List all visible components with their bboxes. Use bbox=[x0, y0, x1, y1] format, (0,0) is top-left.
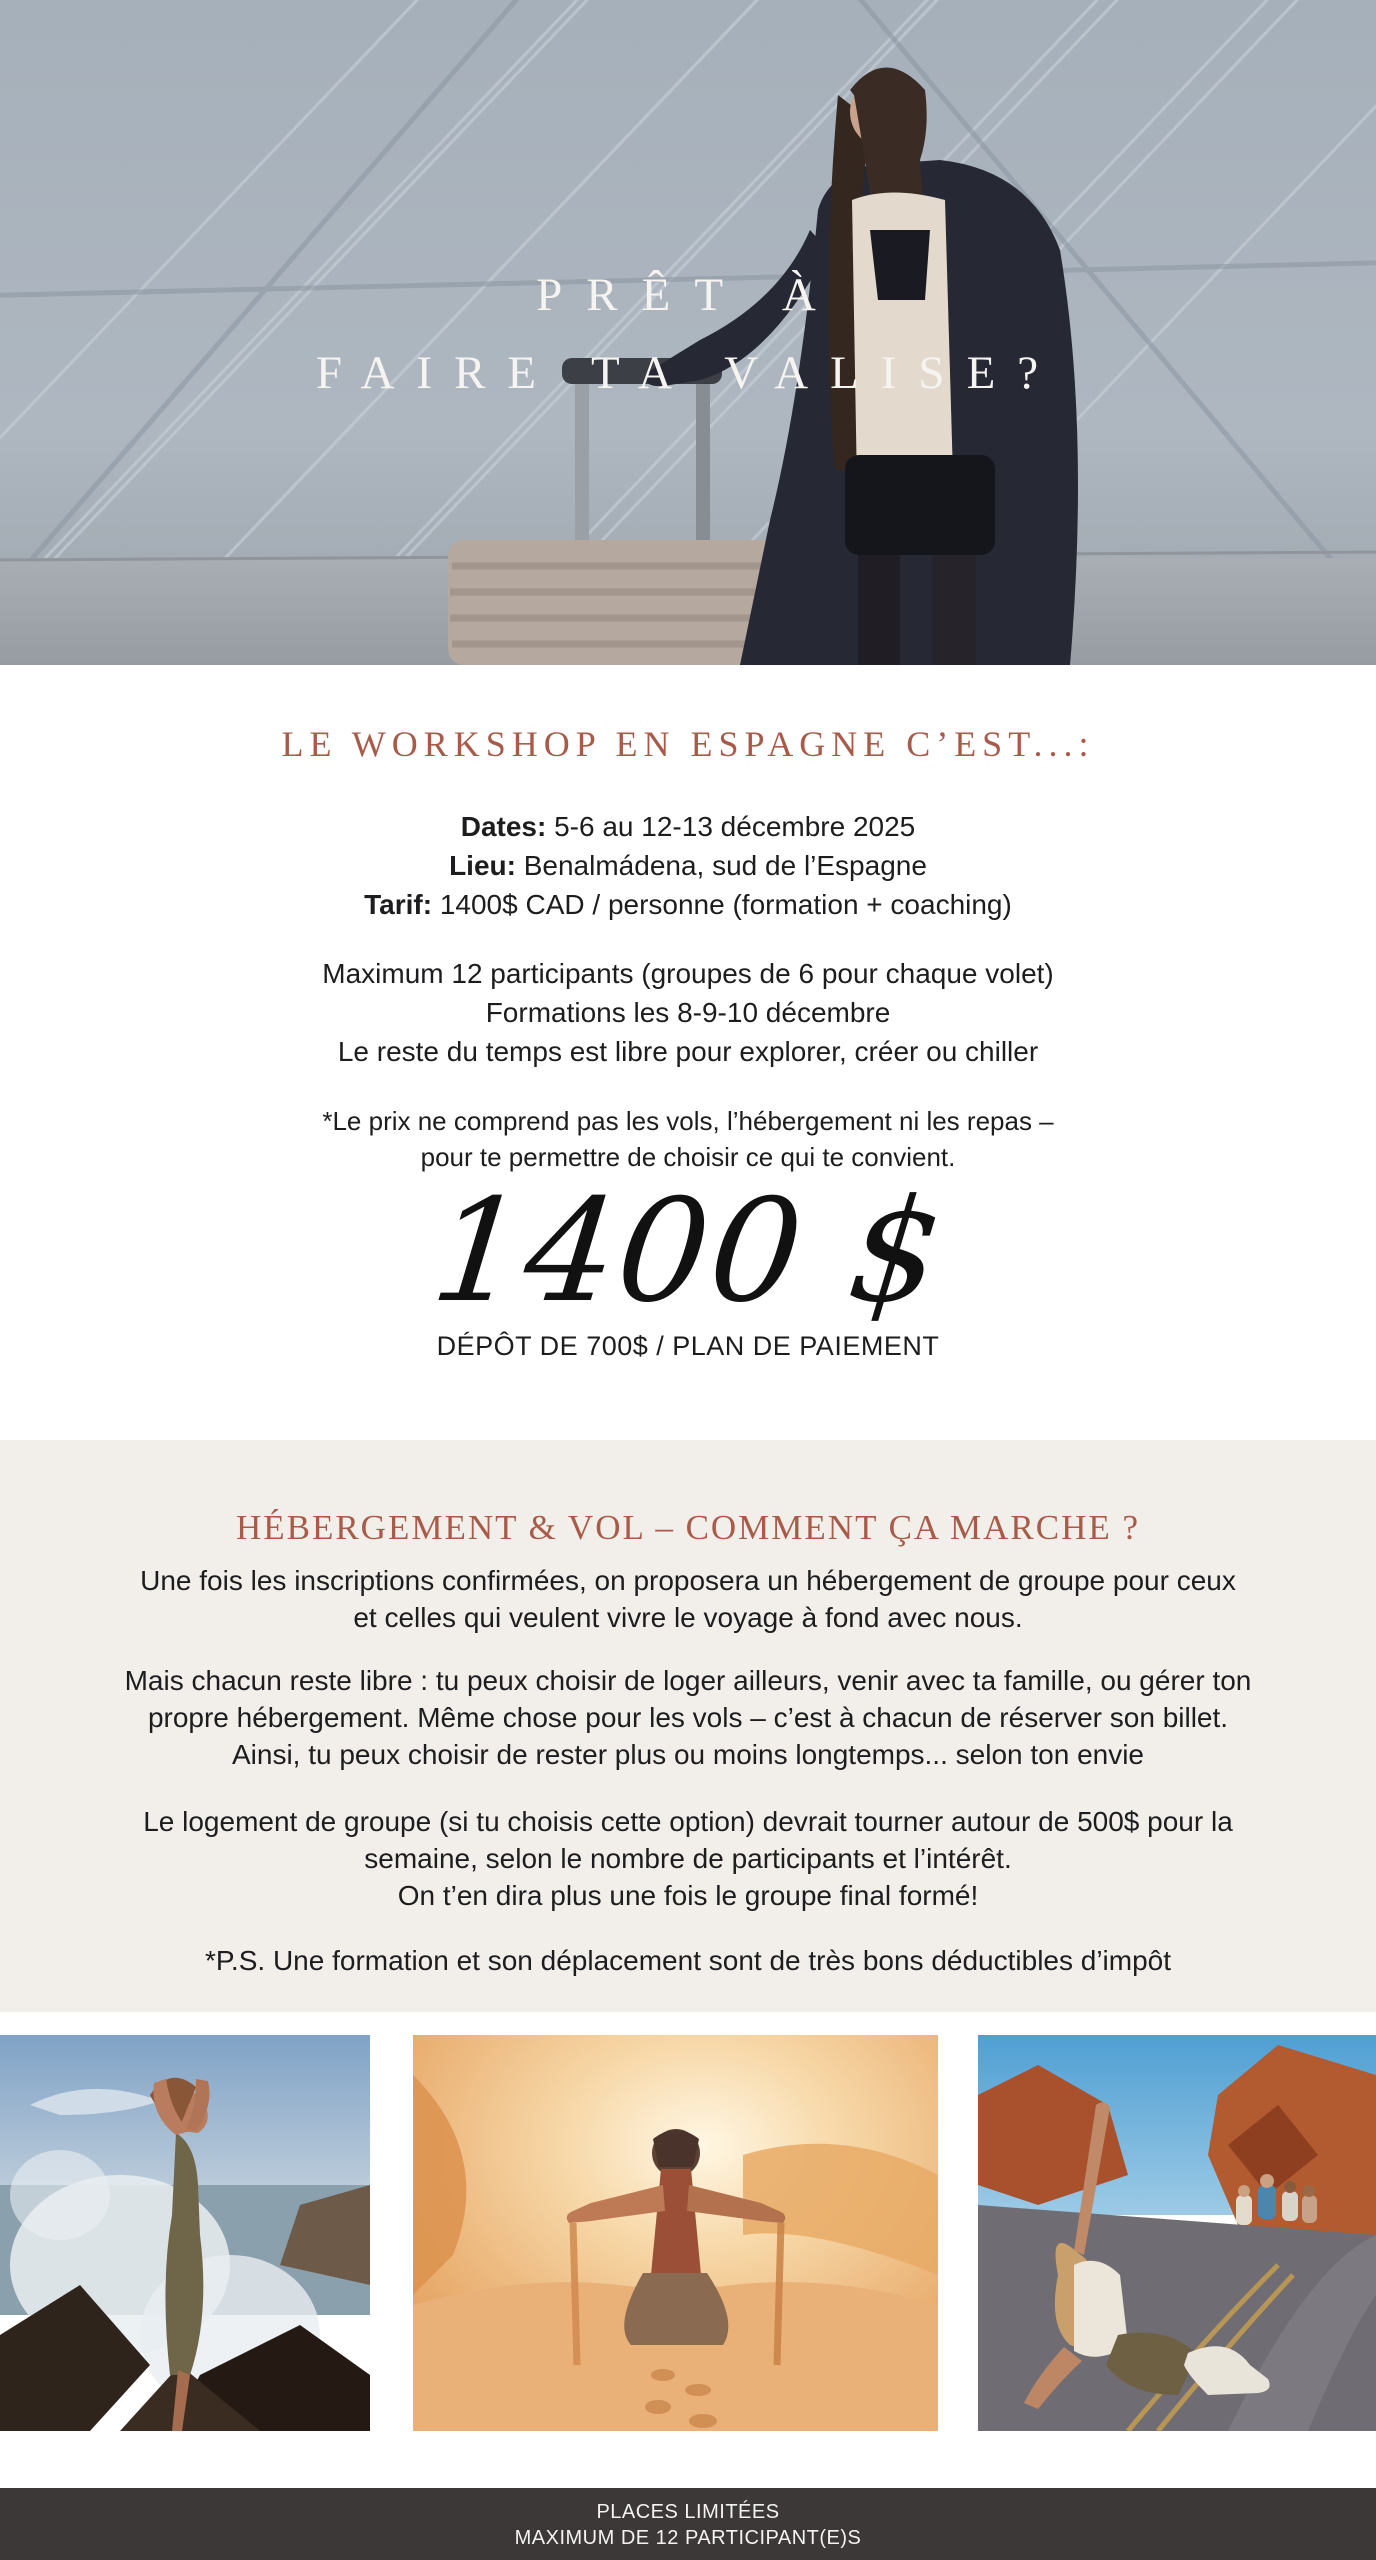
lodging-paragraph-1 bbox=[0, 1562, 1376, 1636]
gallery-photo-road bbox=[978, 2035, 1376, 2431]
detail-lieu-value: Benalmádena, sud de l’Espagne bbox=[515, 850, 927, 881]
lodging-p3-line1: Le logement de groupe (si tu choisis cette option) devrait tourner autour de 500$ pour la bbox=[143, 1806, 1233, 1837]
hero-headline-line2: FAIRE TA VALISE? bbox=[315, 347, 1061, 399]
lodging-paragraph-2 bbox=[0, 1662, 1376, 1773]
workshop-info bbox=[0, 954, 1376, 1071]
price-note bbox=[0, 1103, 1376, 1175]
detail-lieu bbox=[0, 846, 1376, 885]
lodging-p2-line3: Ainsi, tu peux choisir de rester plus ou moins longtemps... selon ton envie bbox=[231, 1739, 1145, 1770]
lodging-p3-line3: On t’en dira plus une fois le groupe final formé! bbox=[397, 1880, 979, 1911]
detail-dates-value: 5-6 au 12-13 décembre 2025 bbox=[546, 811, 916, 842]
lodging-paragraph-3 bbox=[0, 1803, 1376, 1914]
lodging-ps-note: *P.S. Une formation et son déplacement sont de très bons déductibles d’impôt bbox=[204, 1945, 1172, 1976]
workshop-details bbox=[0, 807, 1376, 924]
hero-headline-line1: PRÊT À bbox=[536, 269, 840, 321]
info-line-temps-libre: Le reste du temps est libre pour explorer, créer ou chiller bbox=[337, 1036, 1039, 1067]
beach-photo-illustration bbox=[0, 2035, 370, 2431]
footer-line2: MAXIMUM DE 12 PARTICIPANT(E)S bbox=[514, 2527, 862, 2549]
road-photo-illustration bbox=[978, 2035, 1376, 2431]
lodging-p1-line2: et celles qui veulent vivre le voyage à fond avec nous. bbox=[353, 1602, 1023, 1633]
hero-banner bbox=[0, 0, 1376, 665]
detail-dates-label: Dates: bbox=[460, 811, 547, 842]
lodging-title: HÉBERGEMENT & VOL – COMMENT ÇA MARCHE ? bbox=[235, 1508, 1141, 1547]
workshop-section bbox=[0, 665, 1376, 1440]
lodging-p2-line2: propre hébergement. Même chose pour les vols – c’est à chacun de réserver son billet. bbox=[147, 1702, 1229, 1733]
lodging-p3-line2: semaine, selon le nombre de participants et l’intérêt. bbox=[364, 1843, 1012, 1874]
workshop-title: LE WORKSHOP EN ESPAGNE C’EST...: bbox=[281, 724, 1095, 764]
lodging-p1-line1: Une fois les inscriptions confirmées, on proposera un hébergement de groupe pour ceux bbox=[140, 1565, 1236, 1596]
gallery-photo-beach bbox=[0, 2035, 370, 2431]
footer-line1: PLACES LIMITÉES bbox=[596, 2501, 780, 2523]
info-line-participants: Maximum 12 participants (groupes de 6 pour chaque volet) bbox=[322, 958, 1054, 989]
photo-gallery bbox=[0, 2012, 1376, 2431]
info-line-formations: Formations les 8-9-10 décembre bbox=[485, 997, 891, 1028]
gallery-photo-desert bbox=[413, 2035, 938, 2431]
price-script: 1400 $ bbox=[424, 1169, 952, 1334]
desert-photo-illustration bbox=[413, 2035, 938, 2431]
price-note-line2: pour te permettre de choisir ce qui te convient. bbox=[420, 1142, 956, 1172]
detail-tarif-value: 1400$ CAD / personne (formation + coaching) bbox=[432, 889, 1012, 920]
detail-lieu-label: Lieu: bbox=[449, 850, 516, 881]
lodging-section bbox=[0, 1440, 1376, 2012]
footer-bar bbox=[0, 2488, 1376, 2560]
hero-headline bbox=[0, 268, 1376, 400]
detail-dates bbox=[0, 807, 1376, 846]
price-note-line1: *Le prix ne comprend pas les vols, l’hébergement ni les repas – bbox=[322, 1106, 1054, 1136]
detail-tarif-label: Tarif: bbox=[364, 889, 433, 920]
detail-tarif bbox=[0, 885, 1376, 924]
deposit-line: DÉPÔT DE 700$ / PLAN DE PAIEMENT bbox=[436, 1331, 940, 1361]
lodging-p2-line1: Mais chacun reste libre : tu peux choisir de loger ailleurs, venir avec ta famille, ou gérer ton bbox=[124, 1665, 1252, 1696]
